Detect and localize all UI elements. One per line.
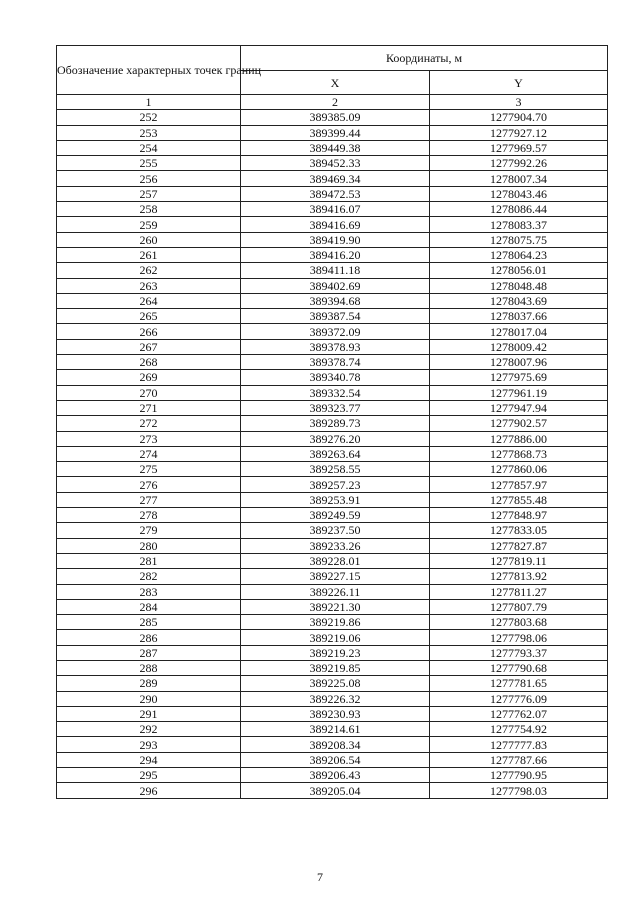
y-coordinate-cell: 1277961.19 [430, 385, 608, 400]
y-coordinate-cell: 1278048.48 [430, 278, 608, 293]
table-row [57, 217, 608, 232]
point-id-cell: 259 [57, 217, 241, 232]
y-coordinate-cell: 1277781.65 [430, 676, 608, 691]
y-coordinate-cell: 1277868.73 [430, 446, 608, 461]
x-coordinate-cell: 389394.68 [241, 293, 430, 308]
y-coordinate-cell: 1277777.83 [430, 737, 608, 752]
x-coordinate-cell: 389226.11 [241, 584, 430, 599]
point-id-cell: 273 [57, 431, 241, 446]
x-coordinate-cell: 389230.93 [241, 706, 430, 721]
table-row [57, 309, 608, 324]
y-coordinate-cell: 1277969.57 [430, 140, 608, 155]
x-coordinate-cell: 389449.38 [241, 140, 430, 155]
point-id-cell: 258 [57, 202, 241, 217]
y-coordinate-cell: 1278017.04 [430, 324, 608, 339]
y-coordinate-cell: 1278083.37 [430, 217, 608, 232]
point-id-cell: 291 [57, 706, 241, 721]
table-row [57, 584, 608, 599]
points-column-header: Обозначение характерных точек границ [57, 46, 241, 95]
point-id-cell: 252 [57, 110, 241, 125]
x-coordinate-cell: 389214.61 [241, 722, 430, 737]
point-id-cell: 289 [57, 676, 241, 691]
x-coordinate-cell: 389206.54 [241, 752, 430, 767]
point-id-cell: 281 [57, 553, 241, 568]
point-id-cell: 280 [57, 538, 241, 553]
y-coordinate-cell: 1277798.03 [430, 783, 608, 798]
table-row [57, 645, 608, 660]
point-id-cell: 262 [57, 263, 241, 278]
table-row [57, 263, 608, 278]
table-row [57, 232, 608, 247]
x-coordinate-cell: 389323.77 [241, 400, 430, 415]
point-id-cell: 295 [57, 768, 241, 783]
table-row [57, 400, 608, 415]
table-row [57, 431, 608, 446]
point-id-cell: 285 [57, 615, 241, 630]
table-row [57, 492, 608, 507]
table-row [57, 370, 608, 385]
y-coordinate-cell: 1277793.37 [430, 645, 608, 660]
point-id-cell: 256 [57, 171, 241, 186]
y-coordinate-cell: 1277803.68 [430, 615, 608, 630]
point-id-cell: 284 [57, 599, 241, 614]
point-id-cell: 286 [57, 630, 241, 645]
table-row [57, 630, 608, 645]
table-row [57, 385, 608, 400]
point-id-cell: 288 [57, 660, 241, 675]
table-row [57, 599, 608, 614]
y-coordinate-cell: 1277857.97 [430, 477, 608, 492]
y-coordinate-cell: 1277855.48 [430, 492, 608, 507]
table-row [57, 523, 608, 538]
y-coordinate-cell: 1277992.26 [430, 156, 608, 171]
table-row [57, 416, 608, 431]
point-id-cell: 274 [57, 446, 241, 461]
y-coordinate-cell: 1277787.66 [430, 752, 608, 767]
table-row [57, 202, 608, 217]
point-id-cell: 282 [57, 569, 241, 584]
point-id-cell: 275 [57, 462, 241, 477]
table-row [57, 125, 608, 140]
y-coordinate-cell: 1277819.11 [430, 553, 608, 568]
point-id-cell: 294 [57, 752, 241, 767]
table-row [57, 783, 608, 798]
x-coordinate-cell: 389253.91 [241, 492, 430, 507]
point-id-cell: 263 [57, 278, 241, 293]
x-coordinate-cell: 389205.04 [241, 783, 430, 798]
table-row [57, 110, 608, 125]
table-body [57, 110, 608, 798]
y-coordinate-cell: 1278086.44 [430, 202, 608, 217]
x-coordinate-cell: 389452.33 [241, 156, 430, 171]
point-id-cell: 268 [57, 355, 241, 370]
table-row [57, 186, 608, 201]
x-coordinate-cell: 389233.26 [241, 538, 430, 553]
x-coordinate-cell: 389340.78 [241, 370, 430, 385]
x-coordinate-cell: 389258.55 [241, 462, 430, 477]
table-row [57, 691, 608, 706]
x-coordinate-cell: 389208.34 [241, 737, 430, 752]
table-row [57, 553, 608, 568]
coordinates-table [56, 45, 608, 799]
point-id-cell: 290 [57, 691, 241, 706]
y-coordinate-cell: 1278009.42 [430, 339, 608, 354]
table-row [57, 339, 608, 354]
y-coordinate-cell: 1277762.07 [430, 706, 608, 721]
y-coordinate-cell: 1277947.94 [430, 400, 608, 415]
table-row [57, 156, 608, 171]
point-id-cell: 276 [57, 477, 241, 492]
y-coordinate-cell: 1277798.06 [430, 630, 608, 645]
x-coordinate-cell: 389402.69 [241, 278, 430, 293]
point-id-cell: 257 [57, 186, 241, 201]
point-id-cell: 267 [57, 339, 241, 354]
x-coordinate-cell: 389219.85 [241, 660, 430, 675]
point-id-cell: 287 [57, 645, 241, 660]
y-coordinate-cell: 1277776.09 [430, 691, 608, 706]
point-id-cell: 269 [57, 370, 241, 385]
table-row [57, 293, 608, 308]
point-id-cell: 283 [57, 584, 241, 599]
point-id-cell: 260 [57, 232, 241, 247]
point-id-cell: 277 [57, 492, 241, 507]
x-coordinate-cell: 389399.44 [241, 125, 430, 140]
x-coordinate-cell: 389378.74 [241, 355, 430, 370]
x-coordinate-cell: 389206.43 [241, 768, 430, 783]
y-coordinate-cell: 1278056.01 [430, 263, 608, 278]
point-id-cell: 254 [57, 140, 241, 155]
x-coordinate-cell: 389249.59 [241, 508, 430, 523]
point-id-cell: 264 [57, 293, 241, 308]
y-coordinate-cell: 1277811.27 [430, 584, 608, 599]
x-coordinate-cell: 389469.34 [241, 171, 430, 186]
x-coordinate-cell: 389228.01 [241, 553, 430, 568]
table-row [57, 477, 608, 492]
point-id-cell: 279 [57, 523, 241, 538]
y-coordinate-cell: 1278007.34 [430, 171, 608, 186]
y-coordinate-cell: 1277886.00 [430, 431, 608, 446]
x-coordinate-cell: 389411.18 [241, 263, 430, 278]
table-row [57, 446, 608, 461]
point-id-cell: 272 [57, 416, 241, 431]
x-coordinate-cell: 389416.07 [241, 202, 430, 217]
table-row [57, 247, 608, 262]
table-row [57, 569, 608, 584]
point-id-cell: 278 [57, 508, 241, 523]
y-coordinate-cell: 1277904.70 [430, 110, 608, 125]
x-coordinate-cell: 389225.08 [241, 676, 430, 691]
x-coordinate-cell: 389263.64 [241, 446, 430, 461]
point-id-cell: 293 [57, 737, 241, 752]
column-number-3: 3 [430, 95, 608, 110]
y-coordinate-cell: 1278064.23 [430, 247, 608, 262]
x-coordinate-cell: 389289.73 [241, 416, 430, 431]
y-coordinate-cell: 1277754.92 [430, 722, 608, 737]
table-row [57, 722, 608, 737]
x-coordinate-cell: 389219.23 [241, 645, 430, 660]
x-coordinate-cell: 389332.54 [241, 385, 430, 400]
x-column-header: X [241, 71, 430, 95]
x-coordinate-cell: 389378.93 [241, 339, 430, 354]
point-id-cell: 266 [57, 324, 241, 339]
x-coordinate-cell: 389219.86 [241, 615, 430, 630]
point-id-cell: 261 [57, 247, 241, 262]
point-id-cell: 270 [57, 385, 241, 400]
point-id-cell: 271 [57, 400, 241, 415]
y-coordinate-cell: 1278007.96 [430, 355, 608, 370]
table-row [57, 508, 608, 523]
column-number-2: 2 [241, 95, 430, 110]
point-id-cell: 255 [57, 156, 241, 171]
table-row [57, 278, 608, 293]
table-row [57, 752, 608, 767]
table-row [57, 171, 608, 186]
x-coordinate-cell: 389419.90 [241, 232, 430, 247]
x-coordinate-cell: 389219.06 [241, 630, 430, 645]
table-row [57, 676, 608, 691]
x-coordinate-cell: 389385.09 [241, 110, 430, 125]
x-coordinate-cell: 389372.09 [241, 324, 430, 339]
y-coordinate-cell: 1277975.69 [430, 370, 608, 385]
table-row [57, 660, 608, 675]
x-coordinate-cell: 389276.20 [241, 431, 430, 446]
x-coordinate-cell: 389257.23 [241, 477, 430, 492]
coordinates-header: Координаты, м [241, 46, 608, 71]
y-coordinate-cell: 1278043.46 [430, 186, 608, 201]
column-number-1: 1 [57, 95, 241, 110]
x-coordinate-cell: 389472.53 [241, 186, 430, 201]
table-row [57, 355, 608, 370]
table-row [57, 462, 608, 477]
y-coordinate-cell: 1277827.87 [430, 538, 608, 553]
x-coordinate-cell: 389227.15 [241, 569, 430, 584]
point-id-cell: 253 [57, 125, 241, 140]
table-row [57, 324, 608, 339]
y-coordinate-cell: 1277860.06 [430, 462, 608, 477]
x-coordinate-cell: 389221.30 [241, 599, 430, 614]
y-coordinate-cell: 1277848.97 [430, 508, 608, 523]
y-coordinate-cell: 1277902.57 [430, 416, 608, 431]
x-coordinate-cell: 389416.69 [241, 217, 430, 232]
point-id-cell: 292 [57, 722, 241, 737]
table-row [57, 140, 608, 155]
page-number: 7 [317, 870, 323, 884]
x-coordinate-cell: 389237.50 [241, 523, 430, 538]
table-row [57, 768, 608, 783]
y-coordinate-cell: 1277790.68 [430, 660, 608, 675]
y-coordinate-cell: 1277790.95 [430, 768, 608, 783]
table-row [57, 706, 608, 721]
y-coordinate-cell: 1277927.12 [430, 125, 608, 140]
table-row [57, 538, 608, 553]
y-coordinate-cell: 1278075.75 [430, 232, 608, 247]
y-coordinate-cell: 1278037.66 [430, 309, 608, 324]
point-id-cell: 296 [57, 783, 241, 798]
table-row [57, 737, 608, 752]
y-coordinate-cell: 1277807.79 [430, 599, 608, 614]
table-row [57, 615, 608, 630]
point-id-cell: 265 [57, 309, 241, 324]
x-coordinate-cell: 389416.20 [241, 247, 430, 262]
x-coordinate-cell: 389387.54 [241, 309, 430, 324]
y-coordinate-cell: 1278043.69 [430, 293, 608, 308]
x-coordinate-cell: 389226.32 [241, 691, 430, 706]
y-coordinate-cell: 1277833.05 [430, 523, 608, 538]
y-coordinate-cell: 1277813.92 [430, 569, 608, 584]
y-column-header: Y [430, 71, 608, 95]
